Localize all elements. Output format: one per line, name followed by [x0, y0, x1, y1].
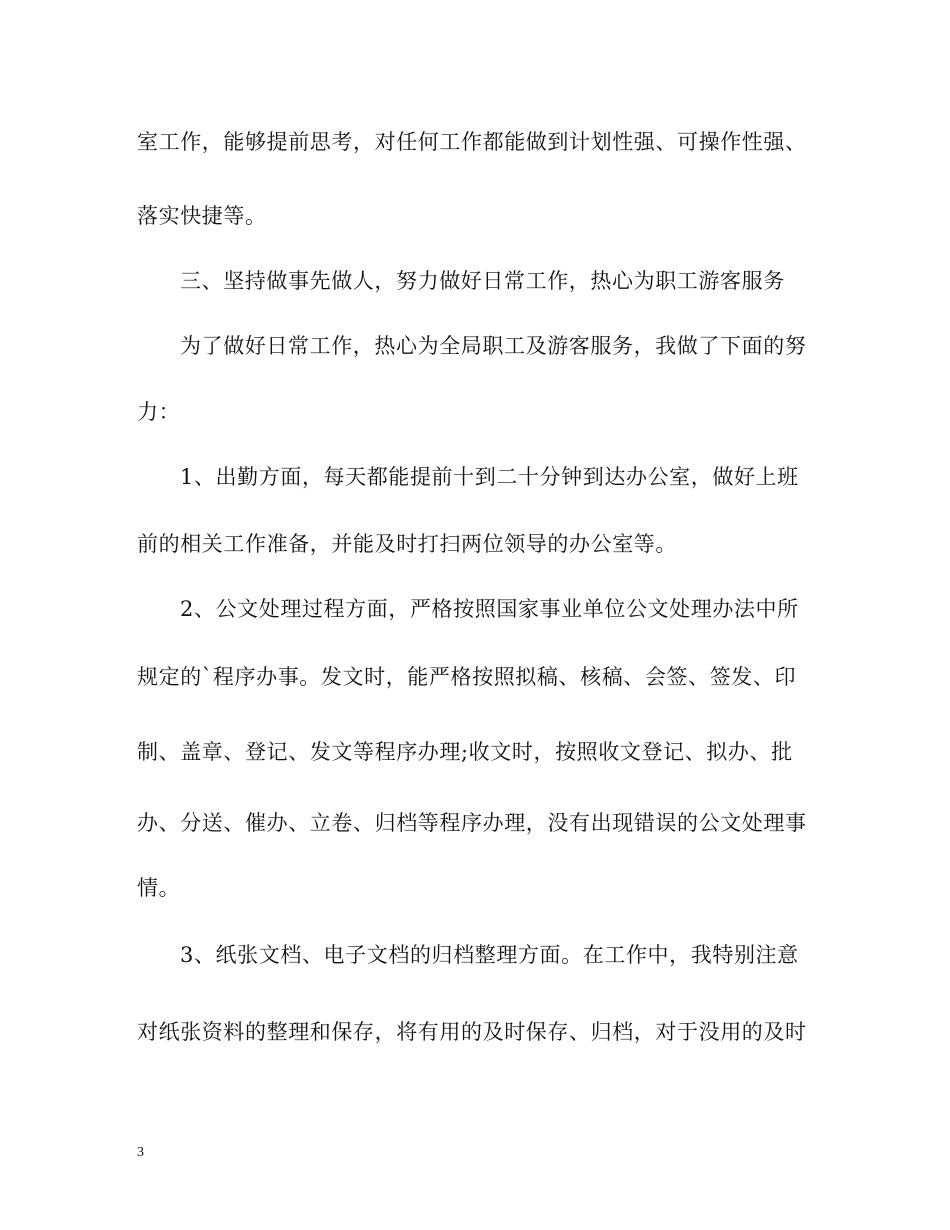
paragraph-intro: 为了做好日常工作，热心为全局职工及游客服务，我做了下面的努: [180, 334, 807, 358]
page-number: 3: [137, 1145, 144, 1160]
item-2-line-5: 情。: [137, 876, 181, 900]
item-1-line-1: 1、出勤方面，每天都能提前十到二十分钟到达办公室，做好上班: [180, 465, 799, 489]
item-2-line-2: 规定的`程序办事。发文时，能严格按照拟稿、核稿、会签、签发、印: [137, 665, 797, 689]
section-heading-3: 三、坚持做事先做人，努力做好日常工作，热心为职工游客服务: [180, 269, 785, 293]
text-line-1: 室工作，能够提前思考，对任何工作都能做到计划性强、可操作性强、: [137, 130, 807, 154]
item-2-line-4: 办、分送、催办、立卷、归档等程序办理，没有出现错误的公文处理事: [137, 811, 807, 835]
text-line-2: 落实快捷等。: [137, 204, 267, 228]
item-1-line-2: 前的相关工作准备，并能及时打扫两位领导的办公室等。: [137, 532, 677, 556]
item-2-line-3: 制、盖章、登记、发文等程序办理;收文时，按照收文登记、拟办、批: [137, 740, 793, 764]
item-3-line-1: 3、纸张文档、电子文档的归档整理方面。在工作中，我特别注意: [180, 943, 799, 967]
item-2-line-1: 2、公文处理过程方面，严格按照国家事业单位公文处理办法中所: [180, 597, 799, 621]
text-line-5: 力：: [137, 400, 181, 424]
item-3-line-2: 对纸张资料的整理和保存，将有用的及时保存、归档，对于没用的及时: [137, 1020, 807, 1044]
